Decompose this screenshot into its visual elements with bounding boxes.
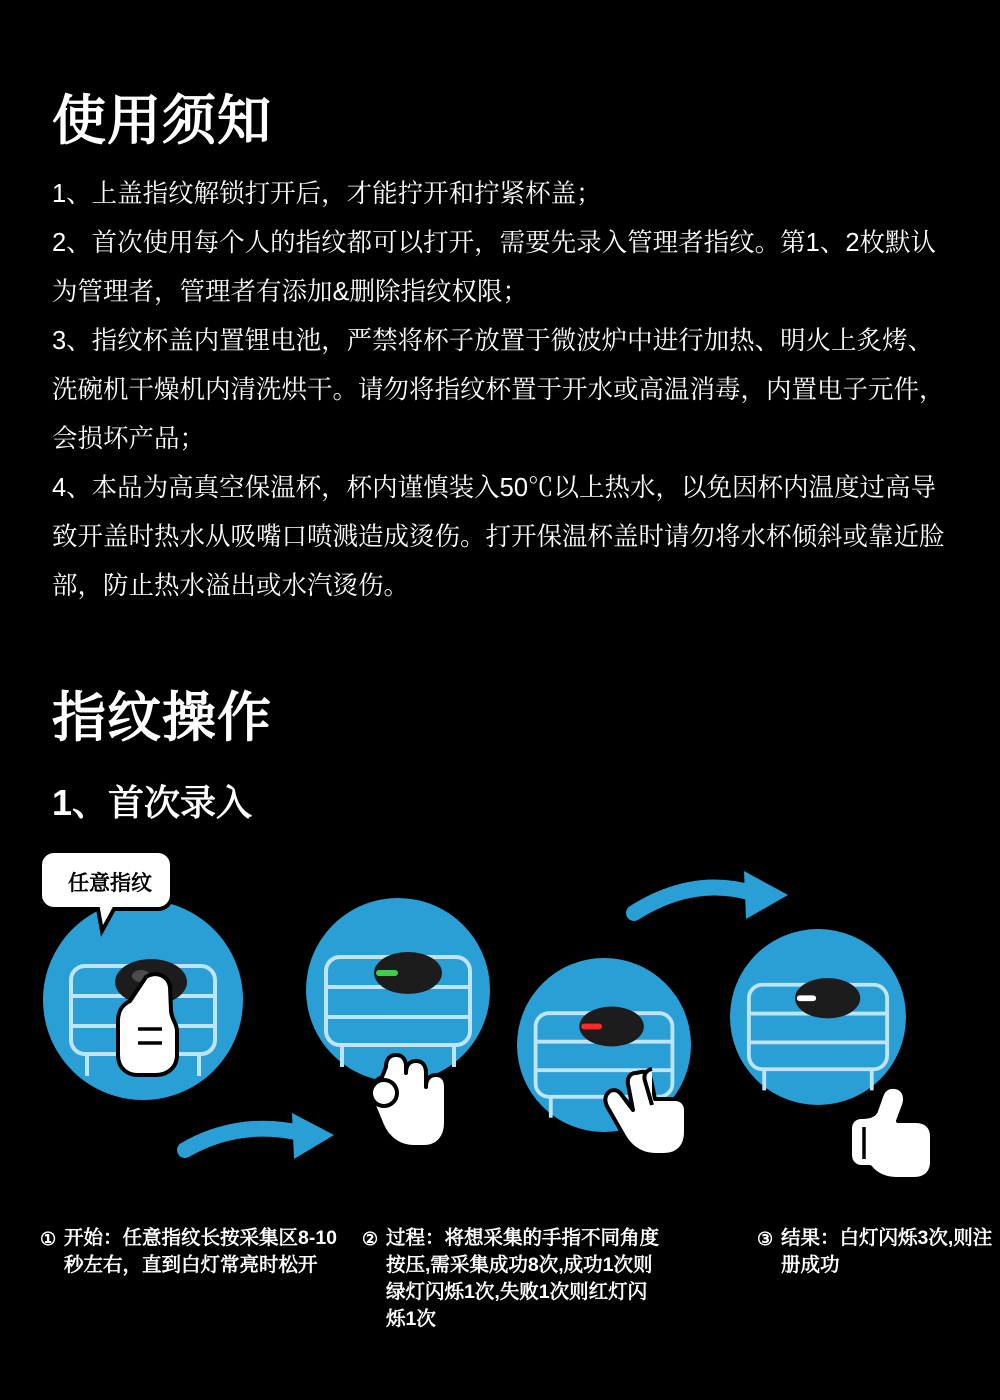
page-title: 使用须知 (52, 91, 272, 151)
arrow-step1-to-step2 (185, 1113, 334, 1159)
subsection-title-first-enroll: 1、首次录入 (52, 782, 253, 823)
notice-item: 4、本品为高真空保温杯，杯内谨慎装入50℃以上热水，以免因杯内温度过高导致开盖时热水从吸嘴口喷溅造成烫伤。打开保温杯盖时请勿将水杯倾斜或靠近脸部，防止热水溢出或水汽烫伤。 (52, 474, 945, 600)
section-title-fingerprint: 指纹操作 (52, 688, 272, 748)
notice-item: 1、上盖指纹解锁打开后，才能拧开和拧紧杯盖； (52, 180, 602, 208)
notice-item: 2、首次使用每个人的指纹都可以打开，需要先录入管理者指纹。第1、2枚默认为管理者，管理者有添加&删除指纹权限； (52, 229, 937, 306)
step-text-1: 开始：任意指纹长按采集区8-10秒左右，直到白灯常亮时松开 (64, 1227, 338, 1276)
step2-illustration (306, 898, 490, 1147)
step4-illustration (730, 929, 932, 1179)
step-caption-3 (757, 1225, 997, 1279)
step-number-2: ② (362, 1229, 379, 1249)
step-number-3: ③ (757, 1229, 774, 1249)
fingerprint-illustration (0, 845, 1000, 1215)
step-caption-1 (40, 1225, 340, 1279)
step-caption-2 (362, 1225, 662, 1333)
step1-illustration (40, 851, 243, 1100)
svg-text:任意指纹: 任意指纹 (68, 872, 152, 895)
arrow-step3-to-step4 (634, 871, 788, 919)
step3-illustration (517, 958, 691, 1155)
step-text-2: 过程：将想采集的手指不同角度按压,需采集成功8次,成功1次则绿灯闪烁1次,失败1次则红灯闪烁1次 (386, 1227, 660, 1330)
notice-list (52, 170, 952, 611)
step-text-3: 结果：白灯闪烁3次,则注册成功 (781, 1227, 993, 1276)
step-captions (0, 1225, 1000, 1385)
step-number-1: ① (40, 1229, 57, 1249)
notice-item: 3、指纹杯盖内置锂电池，严禁将杯子放置于微波炉中进行加热、明火上炙烤、洗碗机干燥机内清洗烘干。请勿将指纹杯置于开水或高温消毒，内置电子元件，会损坏产品； (52, 327, 945, 453)
